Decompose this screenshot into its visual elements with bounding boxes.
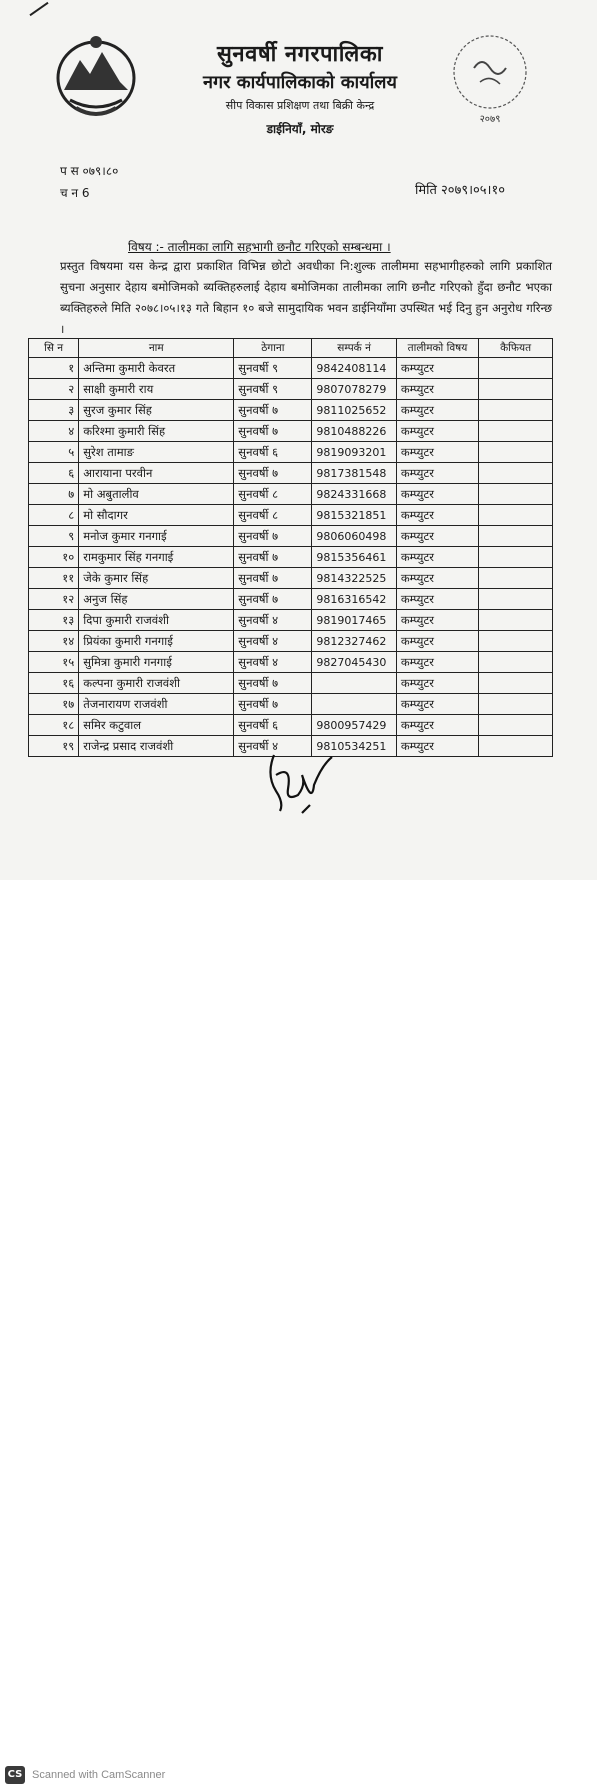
participant-address: सुनवर्षी ७ [234, 526, 312, 547]
table-row [29, 673, 553, 694]
participant-name: प्रियंका कुमारी गनगाई [79, 631, 234, 652]
serial-number: १५ [29, 652, 79, 673]
center-name: सीप विकास प्रशिक्षण तथा बिक्री केन्द्र [225, 99, 375, 112]
remarks-cell [479, 673, 553, 694]
participant-address: सुनवर्षी ७ [234, 547, 312, 568]
participant-address: सुनवर्षी ९ [234, 379, 312, 400]
table-row [29, 379, 553, 400]
training-subject: कम्प्युटर [396, 400, 478, 421]
contact-number: 9827045430 [312, 652, 396, 673]
table-row [29, 442, 553, 463]
scanner-footer [0, 880, 597, 1781]
participant-address: सुनवर्षी ६ [234, 715, 312, 736]
training-subject: कम्प्युटर [396, 526, 478, 547]
remarks-cell [479, 400, 553, 421]
training-subject: कम्प्युटर [396, 652, 478, 673]
table-row [29, 526, 553, 547]
pen-mark [29, 2, 48, 16]
scanner-watermark-text: Scanned with CamScanner [32, 1769, 166, 1781]
remarks-cell [479, 421, 553, 442]
serial-number: १२ [29, 589, 79, 610]
participant-name: तेजनारायण राजवंशी [79, 694, 234, 715]
training-subject: कम्प्युटर [396, 568, 478, 589]
table-row [29, 589, 553, 610]
participant-name: करिश्मा कुमारी सिंह [79, 421, 234, 442]
participant-address: सुनवर्षी ७ [234, 589, 312, 610]
table-header-row [29, 339, 553, 358]
serial-number: १७ [29, 694, 79, 715]
remarks-cell [479, 484, 553, 505]
table-row [29, 400, 553, 421]
remarks-cell [479, 736, 553, 757]
serial-number: ५ [29, 442, 79, 463]
contact-number: 9817381548 [312, 463, 396, 484]
serial-number: १६ [29, 673, 79, 694]
remarks-cell [479, 505, 553, 526]
office-seal-icon [446, 28, 534, 128]
contact-number: 9824331668 [312, 484, 396, 505]
serial-number: ३ [29, 400, 79, 421]
serial-number: १४ [29, 631, 79, 652]
serial-number: १३ [29, 610, 79, 631]
serial-number: ८ [29, 505, 79, 526]
participant-address: सुनवर्षी ७ [234, 568, 312, 589]
training-subject: कम्प्युटर [396, 610, 478, 631]
training-subject: कम्प्युटर [396, 694, 478, 715]
contact-number: 9806060498 [312, 526, 396, 547]
training-subject: कम्प्युटर [396, 736, 478, 757]
contact-number: 9812327462 [312, 631, 396, 652]
remarks-cell [479, 526, 553, 547]
remarks-cell [479, 568, 553, 589]
table-row [29, 547, 553, 568]
training-subject: कम्प्युटर [396, 673, 478, 694]
contact-number: 9810534251 [312, 736, 396, 757]
participant-name: आरायाना परवीन [79, 463, 234, 484]
participant-name: कल्पना कुमारी राजवंशी [79, 673, 234, 694]
contact-number: 9811025652 [312, 400, 396, 421]
reference-number: प स ०७९।८० [60, 164, 119, 178]
table-row [29, 610, 553, 631]
participant-name: साक्षी कुमारी राय [79, 379, 234, 400]
participant-name: दिपा कुमारी राजवंशी [79, 610, 234, 631]
participant-name: समिर कटुवाल [79, 715, 234, 736]
table-row [29, 505, 553, 526]
participant-address: सुनवर्षी ९ [234, 358, 312, 379]
training-subject: कम्प्युटर [396, 631, 478, 652]
remarks-cell [479, 547, 553, 568]
header-sn: सि न [29, 339, 79, 358]
header-training-subject: तालीमको विषय [396, 339, 478, 358]
training-subject: कम्प्युटर [396, 547, 478, 568]
participant-name: मनोज कुमार गनगाई [79, 526, 234, 547]
header-remarks: कैफियत [479, 339, 553, 358]
serial-number: ७ [29, 484, 79, 505]
participant-name: अन्तिमा कुमारी केवरत [79, 358, 234, 379]
nepal-emblem-icon [50, 30, 142, 122]
serial-number: ११ [29, 568, 79, 589]
participant-address: सुनवर्षी ४ [234, 736, 312, 757]
participant-address: सुनवर्षी ८ [234, 484, 312, 505]
contact-number: 9819093201 [312, 442, 396, 463]
contact-number: 9815321851 [312, 505, 396, 526]
remarks-cell [479, 379, 553, 400]
training-subject: कम्प्युटर [396, 484, 478, 505]
serial-number: २ [29, 379, 79, 400]
table-row [29, 421, 553, 442]
contact-number: 9815356461 [312, 547, 396, 568]
table-row [29, 652, 553, 673]
contact-number: 9816316542 [312, 589, 396, 610]
table-row [29, 463, 553, 484]
body-paragraph: प्रस्तुत विषयमा यस केन्द्र द्वारा प्रकाशित विभिन्न छोटो अवधीका नि:शुल्क तालीममा सहभागीहरुको लागि प्रकाशित सुचना अनुसार देहाय बमोजिमको ब्यक्तिहरुलाई देहाय बमोजिमका तालीमका लागि छनौट गरिएको हुँदा छनौट भएका ब्यक्तिहरुले मिति २०७८।०५।१३ गते बिहान १० बजे सामुदायिक भवन डाईनियाँमा उपस्थित भई दिनु हुन अनुरोध गरिन्छ । [60, 259, 552, 336]
training-subject: कम्प्युटर [396, 589, 478, 610]
table-row [29, 568, 553, 589]
participant-name: मो अबुतालीव [79, 484, 234, 505]
participant-address: सुनवर्षी ७ [234, 694, 312, 715]
seal-year: २०७९ [479, 114, 501, 125]
table-row [29, 484, 553, 505]
office-name: नगर कार्यपालिकाको कार्यालय [203, 72, 397, 93]
dispatch-number: च न 6 [60, 186, 90, 200]
serial-number: ६ [29, 463, 79, 484]
subject-line: विषय :- तालीमका लागि सहभागी छनौट गरिएको सम्बन्धमा । [128, 240, 391, 254]
remarks-cell [479, 463, 553, 484]
org-name: सुनवर्षी नगरपालिका [217, 42, 383, 67]
contact-number: 9807078279 [312, 379, 396, 400]
contact-number: 9814322525 [312, 568, 396, 589]
serial-number: १० [29, 547, 79, 568]
contact-number: 9800957429 [312, 715, 396, 736]
training-subject: कम्प्युटर [396, 463, 478, 484]
table-row [29, 631, 553, 652]
training-subject: कम्प्युटर [396, 505, 478, 526]
document-page [0, 0, 597, 880]
training-subject: कम्प्युटर [396, 379, 478, 400]
remarks-cell [479, 652, 553, 673]
participants-table [28, 338, 553, 757]
participant-name: सुरज कुमार सिंह [79, 400, 234, 421]
serial-number: ९ [29, 526, 79, 547]
remarks-cell [479, 715, 553, 736]
participant-address: सुनवर्षी ८ [234, 505, 312, 526]
participant-name: मो सौदागर [79, 505, 234, 526]
serial-number: १८ [29, 715, 79, 736]
remarks-cell [479, 694, 553, 715]
header-contact: सम्पर्क नं [312, 339, 396, 358]
serial-number: ४ [29, 421, 79, 442]
training-subject: कम्प्युटर [396, 715, 478, 736]
contact-number: 9819017465 [312, 610, 396, 631]
serial-number: १९ [29, 736, 79, 757]
office-address: डाईनियाँ, मोरङ [266, 122, 334, 136]
contact-number [312, 694, 396, 715]
training-subject: कम्प्युटर [396, 442, 478, 463]
serial-number: १ [29, 358, 79, 379]
remarks-cell [479, 631, 553, 652]
signature-icon [262, 745, 342, 817]
contact-number: 9842408114 [312, 358, 396, 379]
participant-address: सुनवर्षी ७ [234, 673, 312, 694]
participant-address: सुनवर्षी ७ [234, 463, 312, 484]
participant-name: अनुज सिंह [79, 589, 234, 610]
letter-date: मिति २०७९।०५।१० [415, 183, 505, 198]
participant-address: सुनवर्षी ७ [234, 421, 312, 442]
participant-address: सुनवर्षी ४ [234, 610, 312, 631]
contact-number [312, 673, 396, 694]
participant-name: सुरेश तामाङ [79, 442, 234, 463]
participant-name: राजेन्द्र प्रसाद राजवंशी [79, 736, 234, 757]
participant-address: सुनवर्षी ४ [234, 652, 312, 673]
participant-name: रामकुमार सिंह गनगाई [79, 547, 234, 568]
training-subject: कम्प्युटर [396, 358, 478, 379]
participant-address: सुनवर्षी ६ [234, 442, 312, 463]
participant-address: सुनवर्षी ७ [234, 400, 312, 421]
table-row [29, 694, 553, 715]
training-subject: कम्प्युटर [396, 421, 478, 442]
remarks-cell [479, 358, 553, 379]
header-address: ठेगाना [234, 339, 312, 358]
remarks-cell [479, 442, 553, 463]
camscanner-logo-icon: CS [5, 1766, 25, 1784]
participant-name: जेके कुमार सिंह [79, 568, 234, 589]
remarks-cell [479, 589, 553, 610]
table-row [29, 715, 553, 736]
table-row [29, 358, 553, 379]
header-name: नाम [79, 339, 234, 358]
contact-number: 9810488226 [312, 421, 396, 442]
participant-name: सुमित्रा कुमारी गनगाई [79, 652, 234, 673]
remarks-cell [479, 610, 553, 631]
participant-address: सुनवर्षी ४ [234, 631, 312, 652]
